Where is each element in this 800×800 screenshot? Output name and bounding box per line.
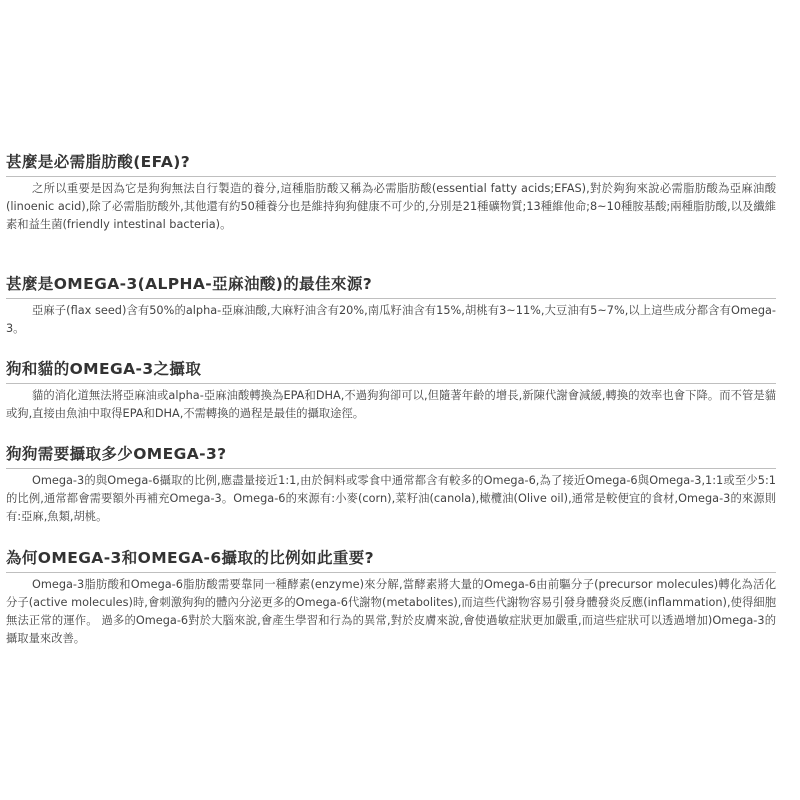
section-divider bbox=[6, 572, 776, 573]
section-ratio-importance bbox=[6, 547, 776, 648]
section-body: 之所以重要是因為它是狗狗無法自行製造的養分,這種脂肪酸又稱為必需脂肪酸(essential fatty acids;EFAS),對於夠狗來說必需脂肪酸為亞麻油酸(linoenic acid),除了必需脂肪酸外,其他還有約50種養分也是維持狗狗健康不可少的,分別是21種礦物質;13種維他命;8~10種胺基酸;兩種脂肪酸,以及纖維素和益生菌(friendly intestinal bacteria)。 bbox=[6, 182, 776, 231]
section-divider bbox=[6, 298, 776, 299]
section-divider bbox=[6, 383, 776, 384]
section-body: 亞麻子(flax seed)含有50%的alpha-亞麻油酸,大麻籽油含有20%,南瓜籽油含有15%,胡桃有3~11%,大豆油有5~7%,以上這些成分都含有Omega-3。 bbox=[6, 304, 776, 335]
section-heading: 狗和貓的OMEGA-3之攝取 bbox=[6, 360, 202, 378]
section-body: Omega-3的與Omega-6攝取的比例,應盡量接近1:1,由於飼料或零食中通常都含有較多的Omega-6,為了接近Omega-6與Omega-3,1:1或至少5:1的比例,通常都會需要額外再補充Omega-3。Omega-6的來源有:小麥(corn),菜籽油(canola),橄欖油(Olive oil),通常是較便宜的食材,Omega-3的來源則有:亞麻,魚類,胡桃。 bbox=[6, 474, 776, 523]
section-efa bbox=[6, 151, 776, 234]
section-body: 貓的消化道無法將亞麻油或alpha-亞麻油酸轉換為EPA和DHA,不過狗狗卻可以,但隨著年齡的增長,新陳代謝會減緩,轉換的效率也會下降。而不管是貓或狗,直接由魚油中取得EPA和DHA,不需轉換的過程是最佳的攝取途徑。 bbox=[6, 389, 776, 420]
section-heading: 為何OMEGA-3和OMEGA-6攝取的比例如此重要? bbox=[6, 549, 375, 567]
section-how-much-omega3 bbox=[6, 443, 776, 526]
section-omega3-sources bbox=[6, 273, 776, 338]
section-divider bbox=[6, 176, 776, 177]
section-divider bbox=[6, 468, 776, 469]
section-body: Omega-3脂肪酸和Omega-6脂肪酸需要靠同一種酵素(enzyme)來分解,當酵素將大量的Omega-6由前驅分子(precursor molecules)轉化為活化分子(active molecules)時,會刺激狗狗的體內分泌更多的Omega-6代謝物(metabolites),而這些代謝物容易引發身體發炎反應(inflammation),使得細胞無法正常的運作。 過多的Omega-6對於大腦來說,會產生學習和行為的異常,對於皮膚來說,會使過敏症狀更加嚴重,而這些症狀可以透過增加)Omega-3的攝取量來改善。 bbox=[6, 578, 776, 645]
section-dog-cat-intake bbox=[6, 358, 776, 423]
section-heading: 甚麼是必需脂肪酸(EFA)? bbox=[6, 153, 191, 171]
section-heading: 狗狗需要攝取多少OMEGA-3? bbox=[6, 445, 227, 463]
section-heading: 甚麼是OMEGA-3(ALPHA-亞麻油酸)的最佳來源? bbox=[6, 275, 373, 293]
